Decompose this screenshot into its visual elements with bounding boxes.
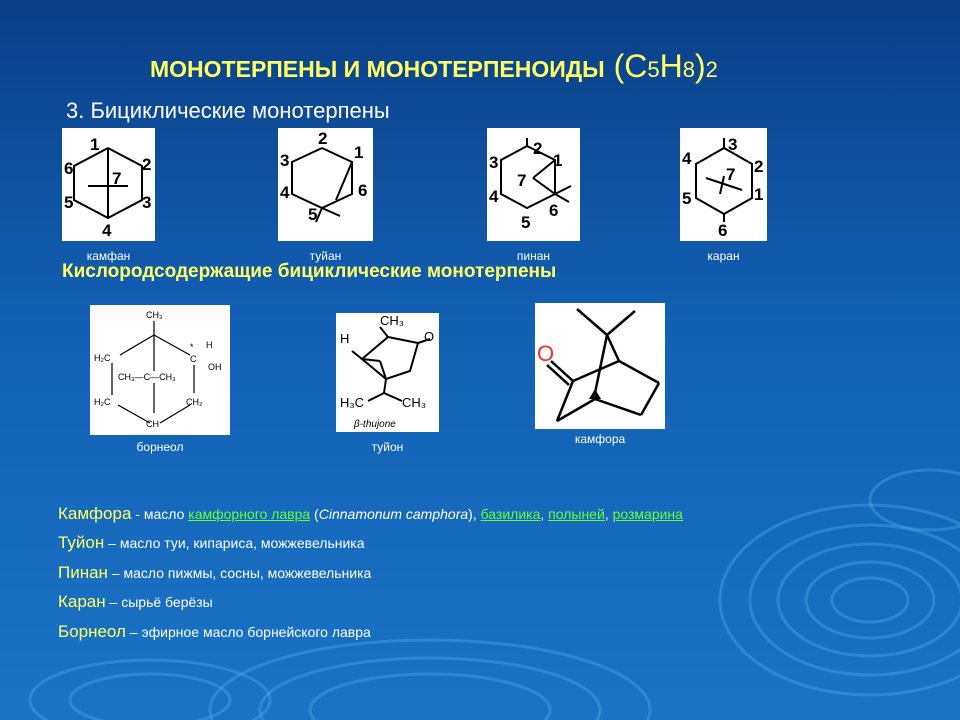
carane-diagram	[680, 128, 767, 241]
carane-caption: каран	[707, 249, 740, 263]
latin-name: Cinnamonum camphora	[318, 506, 469, 522]
compound-name: Пинан	[58, 563, 108, 582]
thujane-caption: туйан	[309, 249, 342, 263]
atom-label: 1	[90, 135, 100, 154]
link-basil[interactable]: базилика	[480, 506, 541, 522]
camphane-caption: камфан	[86, 249, 131, 263]
compound-name: Туйон	[58, 533, 105, 552]
source-text: – масло пижмы, сосны, можжевельника	[107, 565, 372, 581]
source-text: - масло	[131, 506, 189, 522]
atom-label: H	[340, 331, 350, 346]
atom-label: 2	[318, 129, 328, 148]
atom-label: C	[190, 354, 197, 364]
atom-label: CH₃	[146, 310, 163, 320]
atom-label: 1	[754, 185, 764, 204]
section-subheading: 3. Бициклические монотерпены	[66, 98, 390, 123]
atom-label: 7	[726, 165, 736, 184]
atom-label: 5	[308, 205, 318, 224]
source-text: – масло туи, кипариса, можжевельника	[104, 535, 365, 551]
oxygen-atom-label: O	[537, 341, 555, 366]
compound-name: Камфора	[58, 504, 132, 523]
link-wormwood[interactable]: полыней	[548, 506, 605, 522]
source-text: ,	[604, 506, 613, 522]
borneol-diagram	[90, 305, 230, 435]
source-text: ,	[540, 506, 549, 522]
camphane-structure	[62, 128, 155, 241]
borneol-caption: борнеол	[136, 440, 184, 454]
atom-label: CH₃	[402, 395, 427, 410]
atom-label: H₂C	[94, 353, 111, 363]
borneol-structure	[90, 305, 230, 435]
camphane-diagram	[62, 128, 155, 241]
atom-label: CH	[146, 419, 159, 429]
atom-label: H₂C	[94, 397, 111, 407]
thujone-diagram	[336, 313, 439, 432]
atom-label: CH₂	[186, 397, 203, 407]
atom-label: *	[190, 342, 194, 352]
atom-label: 5	[521, 213, 531, 232]
source-text: ),	[468, 506, 481, 522]
camphor-structure	[535, 303, 665, 429]
atom-label: 3	[489, 153, 499, 172]
compound-name: Каран	[58, 592, 106, 611]
thujane-diagram	[278, 128, 373, 241]
camphor-diagram	[535, 303, 665, 429]
atom-label: 4	[682, 149, 692, 168]
compound-name: Борнеол	[58, 622, 126, 641]
atom-label: 1	[553, 151, 563, 170]
source-text: – сырьё берёзы	[105, 594, 213, 610]
atom-label: 4	[102, 221, 112, 240]
atom-label: 1	[354, 143, 364, 162]
source-line-thujone	[58, 533, 365, 553]
camphor-caption: камфора	[574, 432, 626, 446]
pinane-diagram	[487, 128, 580, 241]
pinane-caption: пинан	[516, 249, 551, 263]
source-text: – эфирное масло борнейского лавра	[125, 624, 371, 640]
atom-label: 6	[718, 221, 728, 240]
atom-label: OH	[208, 362, 222, 372]
atom-label: 2	[754, 157, 764, 176]
atom-label: 2	[533, 139, 543, 158]
atom-label: H₃C	[340, 395, 365, 410]
atom-label: 6	[549, 201, 559, 220]
thujone-structure	[336, 313, 439, 432]
atom-label: 7	[112, 169, 122, 188]
link-rosemary[interactable]: розмарина	[612, 506, 683, 522]
source-line-pinane	[58, 563, 371, 583]
atom-label: 6	[358, 181, 368, 200]
atom-label: 4	[280, 183, 290, 202]
source-text: (	[310, 506, 319, 522]
atom-label: O	[424, 329, 435, 344]
atom-label: CH₃	[380, 313, 405, 328]
atom-label: 4	[489, 187, 499, 206]
link-camphor-laurel[interactable]: камфорного лавра	[188, 506, 311, 522]
atom-label: 2	[142, 155, 152, 174]
atom-label: 3	[728, 135, 738, 154]
pinane-structure	[487, 128, 580, 241]
compound-label: β-thujone	[354, 419, 396, 430]
thujane-structure	[278, 128, 373, 241]
atom-label: 6	[64, 159, 74, 178]
oxygenated-heading: Кислородсодержащие бициклические монотерпены	[62, 261, 557, 282]
carane-structure	[680, 128, 767, 241]
atom-label: 7	[517, 171, 527, 190]
atom-label: 5	[64, 193, 74, 212]
source-line-camphor	[58, 504, 683, 524]
source-line-carane	[58, 592, 213, 612]
atom-label: 3	[280, 151, 290, 170]
thujone-caption: туйон	[371, 440, 404, 454]
atom-label: 3	[142, 193, 152, 212]
slide-title: МОНОТЕРПЕНЫ И МОНОТЕРПЕНОИДЫ (C5H8)2	[150, 48, 718, 84]
atom-label: 5	[682, 189, 692, 208]
atom-label: H	[206, 340, 213, 350]
atom-label: CH₃—C—CH₃	[118, 372, 176, 382]
source-line-borneol	[58, 622, 371, 642]
